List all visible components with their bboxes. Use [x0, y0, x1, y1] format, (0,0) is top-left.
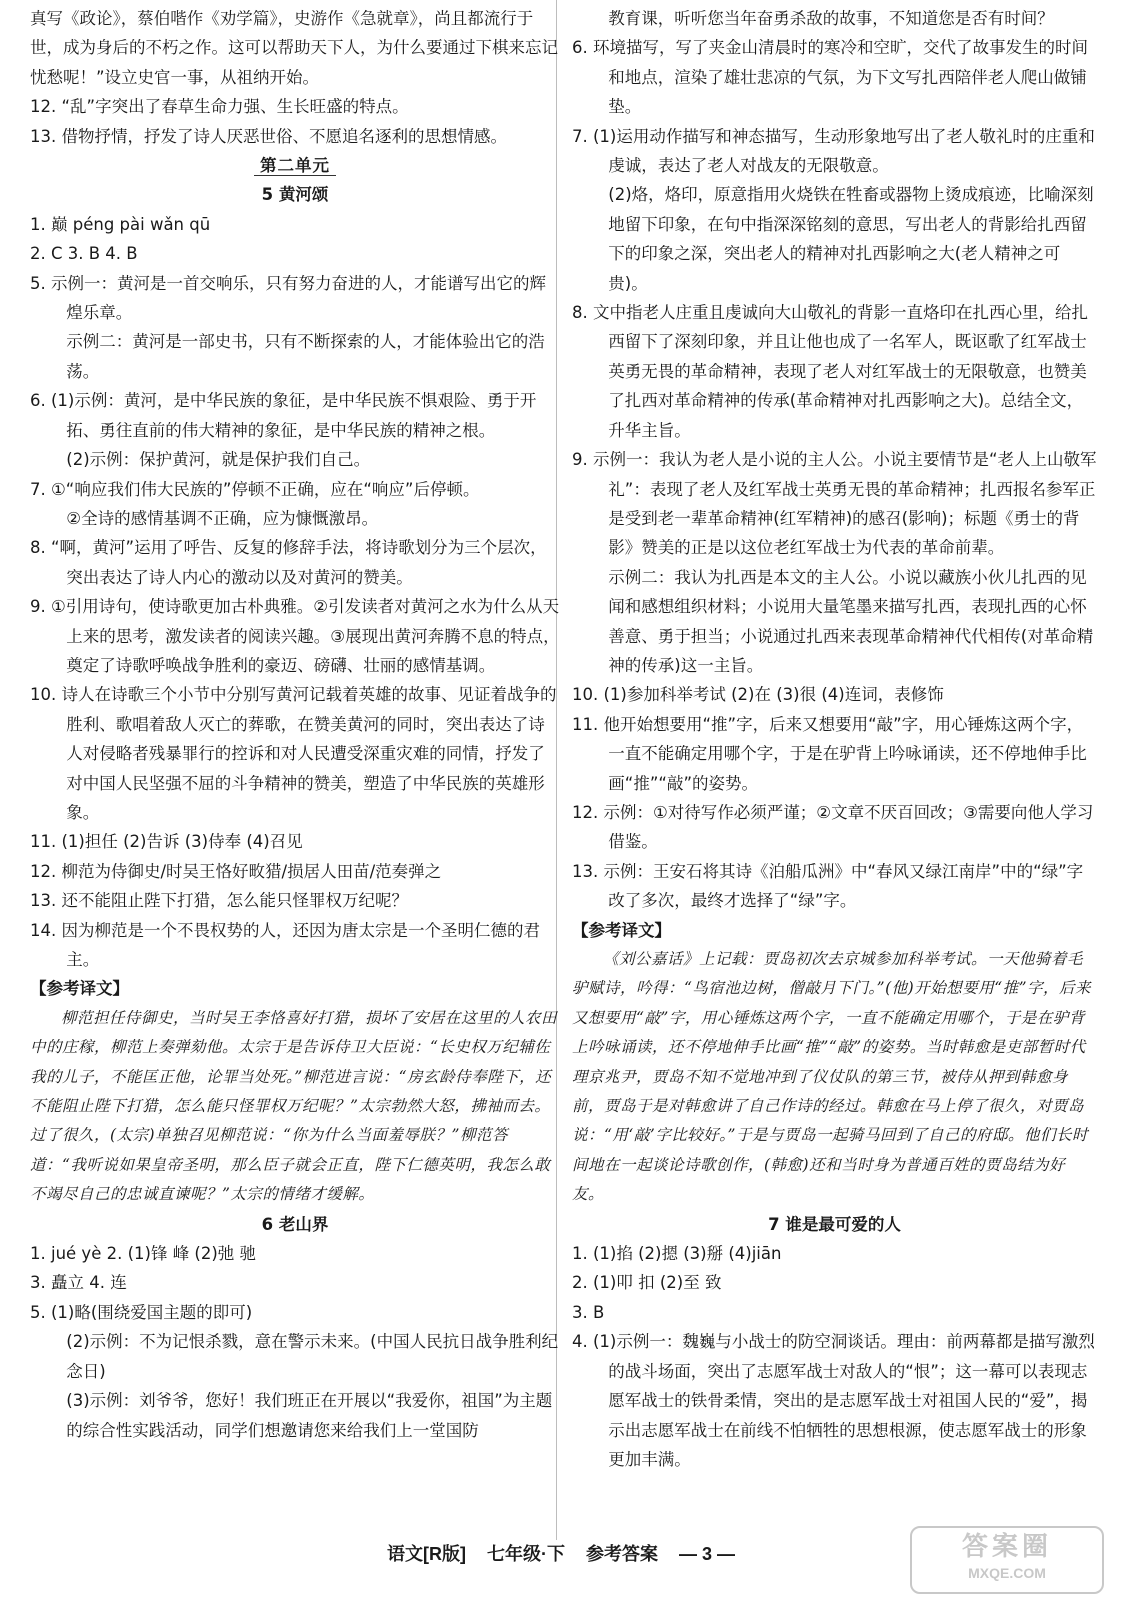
answer-item: 14. 因为柳范是一个不畏权势的人，还因为唐太宗是一个圣明仁德的君主。	[30, 920, 540, 969]
unit-title: 第二单元	[30, 151, 560, 180]
answer-item: (2)烙，烙印，原意指用火烧铁在牲畜或器物上烫成痕迹，比喻深刻地留下印象，在句中指深深铭刻的意思，写出老人的背影给扎西留下的印象之深，突出老人的精神对扎西影响之大(老人精神之可贵)。	[608, 185, 1094, 293]
text-line: 真写《政论》，蔡伯喈作《劝学篇》，史游作《急就章》，尚且都流行于世，成为身后的不朽之作。这可以帮助天下人，为什么要通过下棋来忘记忧愁呢！”设立史官一事，从祖纳开始。	[30, 9, 558, 87]
answer-item: 11. 他开始想要用“推”字，后来又想要用“敲”字，用心锤炼这两个字，一直不能确定用哪个字，于是在驴背上吟咏诵读，还不停地伸手比画“推”“敲”的姿势。	[572, 714, 1087, 793]
answer-item: 7. (1)运用动作描写和神态描写，生动形象地写出了老人敬礼时的庄重和虔诚，表达了老人对战友的无限敬意。	[572, 126, 1095, 176]
lesson-title: 6 老山界	[261, 1214, 329, 1234]
answer-item: 13. 借物抒情，抒发了诗人厌恶世俗、不愿追名逐利的思想情感。	[30, 126, 507, 146]
answer-item: 1. jué yè 2. (1)锋 峰 (2)弛 驰	[30, 1244, 257, 1264]
answer-item: 13. 还不能阻止陛下打猎，怎么能只怪罪权万纪呢？	[30, 891, 408, 911]
lesson-title: 7 谁是最可爱的人	[768, 1214, 901, 1234]
answer-item: (2)示例：不为记恨杀戮，意在警示未来。(中国人民抗日战争胜利纪念日)	[66, 1332, 559, 1381]
answer-item: 7. ①“响应我们伟大民族的”停顿不正确，应在“响应”后停顿。	[30, 479, 480, 499]
answer-item: (2)示例：保护黄河，就是保护我们自己。	[66, 450, 371, 470]
answer-item: 9. 示例一：我认为老人是小说的主人公。小说主要情节是“老人上山敬军礼”：表现了老人及红军战士英勇无畏的革命精神；扎西报名参军正是受到老一辈革命精神(红军精神)的感召(影响)；标题《勇士的背影》赞美的正是以这位老红军战士为代表的革命前辈。	[572, 450, 1097, 558]
watermark-logo	[910, 1526, 1104, 1594]
answer-item: 5. 示例一：黄河是一首交响乐，只有努力奋进的人，才能谱写出它的辉煌乐章。	[30, 273, 546, 323]
watermark-url: MXQE.COM	[968, 1565, 1046, 1581]
answer-item: 1. 巅 péng pài wǎn qū	[30, 214, 211, 234]
answer-item: 5. (1)略(围绕爱国主题的即可)	[30, 1302, 253, 1322]
answer-item: 4. (1)示例一：魏巍与小战士的防空洞谈话。理由：前两幕都是描写激烈的战斗场面，突出了志愿军战士对敌人的“恨”；这一幕可以表现志愿军战士的铁骨柔情，突出的是志愿军战士对祖国人民的“爱”，揭示出志愿军战士在前线不怕牺牲的思想根源，使志愿军战士的形象更加丰满。	[572, 1332, 1095, 1469]
reference-translation-label: 【参考译文】	[572, 920, 671, 940]
answer-item: 6. (1)示例：黄河，是中华民族的象征，是中华民族不惧艰险、勇于开拓、勇往直前的伟大精神的象征，是中华民族的精神之根。	[30, 391, 537, 440]
answer-item: 12. “乱”字突出了春草生命力强、生长旺盛的特点。	[30, 97, 409, 117]
answer-item: 6. 环境描写，写了夹金山清晨时的寒冷和空旷，交代了故事发生的时间和地点，渲染了雄壮悲凉的气氛，为下文写扎西陪伴老人爬山做铺垫。	[572, 38, 1088, 117]
answer-item: 2. C 3. B 4. B	[30, 244, 138, 264]
answer-item: (3)示例：刘爷爷，您好！我们班正在开展以“我爱你，祖国”为主题的综合性实践活动，同学们想邀请您来给我们上一堂国防	[66, 1391, 553, 1440]
watermark-text: 答案圈	[961, 1531, 1052, 1561]
right-column	[572, 4, 1097, 1474]
answer-item: 13. 示例：王安石将其诗《泊船瓜洲》中“春风又绿江南岸”中的“绿”字改了多次，最终才选择了“绿”字。	[572, 861, 1084, 911]
answer-item: 2. (1)叩 扣 (2)至 致	[572, 1273, 722, 1293]
answer-item: 示例二：黄河是一部史书，只有不断探索的人，才能体验出它的浩荡。	[66, 332, 545, 381]
page-number: — 3 —	[679, 1544, 736, 1564]
answer-item: 8. “啊，黄河”运用了呼告、反复的修辞手法，将诗歌划分为三个层次，突出表达了诗人内心的激动以及对黄河的赞美。	[30, 538, 547, 587]
footer-label: 参考答案	[586, 1544, 658, 1564]
answer-item: 8. 文中指老人庄重且虔诚向大山敬礼的背影一直烙印在扎西心里，给扎西留下了深刻印象，并且让他也成了一名军人，既讴歌了红军战士英勇无畏的革命精神，表现了老人对红军战士的无限敬意，也赞美了扎西对革命精神的传承(革命精神对扎西影响之大)。总结全文，升华主旨。	[572, 303, 1088, 440]
answer-item: 示例二：我认为扎西是本文的主人公。小说以藏族小伙儿扎西的见闻和感想组织材料；小说用大量笔墨来描写扎西，表现扎西的心怀善意、勇于担当；小说通过扎西来表现革命精神代代相传(对革命精神的传承)这一主旨。	[608, 567, 1094, 675]
reference-translation: 《刘公嘉话》上记载：贾岛初次去京城参加科举考试。一天他骑着毛驴赋诗，吟得：“鸟宿池边树，僧敲月下门。”(他)开始想要用“推”字，后来又想要用“敲”字，用心锤炼这两个字，一直不能确定用哪个，于是在驴背上吟咏诵读，还不停地伸手比画“推”“敲”的姿势。当时韩愈是吏部暂时代理京兆尹，贾岛不知不觉地冲到了仪仗队的第三节，被侍从押到韩愈身前，贾岛于是对韩愈讲了自己作诗的经过。韩愈在马上停了很久，对贾岛说：“用‘敲’字比较好。”于是与贾岛一起骑马回到了自己的府邸。他们长时间地在一起谈论诗歌创作，(韩愈)还和当时身为普通百姓的贾岛结为好友。	[572, 950, 1092, 1204]
answer-item: 12. 柳范为侍御史/时吴王恪好畋猎/损居人田苗/范奏弹之	[30, 861, 442, 881]
reference-translation-label: 【参考译文】	[30, 979, 129, 999]
footer-subject: 语文[R版]	[386, 1544, 466, 1564]
reference-translation: 柳范担任侍御史，当时吴王李恪喜好打猎，损坏了安居在这里的人农田中的庄稼，柳范上奏弹劾他。太宗于是告诉侍卫大臣说：“长史权万纪辅佐我的儿子，不能匡正他，论罪当处死。”柳范进言说：“房玄龄侍奉陛下，还不能阻止陛下打猎，怎么能只怪罪权万纪呢？”太宗勃然大怒，拂袖而去。过了很久，(太宗)单独召见柳范说：“你为什么当面羞辱朕？”柳范答道：“我听说如果皇帝圣明，那么臣子就会正直，陛下仁德英明，我怎么敢不竭尽自己的忠诚直谏呢？”太宗的情绪才缓解。	[30, 1008, 558, 1204]
answer-item: 3. B	[572, 1302, 605, 1322]
answer-item: 11. (1)担任 (2)告诉 (3)侍奉 (4)召见	[30, 832, 303, 852]
answer-item: 10. (1)参加科举考试 (2)在 (3)很 (4)连词，表修饰	[572, 685, 944, 705]
lesson-title: 5 黄河颂	[261, 185, 329, 205]
answer-item: 教育课，听听您当年奋勇杀敌的故事，不知道您是否有时间？	[608, 9, 1054, 28]
footer-grade: 七年级·下	[486, 1544, 565, 1564]
answer-item: 9. ①引用诗句，使诗歌更加古朴典雅。②引发读者对黄河之水为什么从天上来的思考，激发读者的阅读兴趣。③展现出黄河奔腾不息的特点，奠定了诗歌呼唤战争胜利的豪迈、磅礴、壮丽的感情基调。	[30, 597, 560, 675]
answer-item: 3. 矗立 4. 连	[30, 1273, 127, 1293]
answer-item: 12. 示例：①对待写作必须严谨；②文章不厌百回改；③需要向他人学习借鉴。	[572, 802, 1094, 852]
answer-item: 1. (1)掐 (2)摁 (3)掰 (4)jiān	[572, 1244, 782, 1264]
left-column	[30, 4, 560, 1445]
answer-item: 10. 诗人在诗歌三个小节中分别写黄河记载着英雄的故事、见证着战争的胜利、歌唱着敌人灭亡的葬歌，在赞美黄河的同时，突出表达了诗人对侵略者残暴罪行的控诉和对人民遭受深重灾难的同情，抒发了对中国人民坚强不屈的斗争精神的赞美，塑造了中华民族的英雄形象。	[30, 685, 557, 822]
answer-item: ②全诗的感情基调不正确，应为慷慨激昂。	[66, 508, 379, 528]
